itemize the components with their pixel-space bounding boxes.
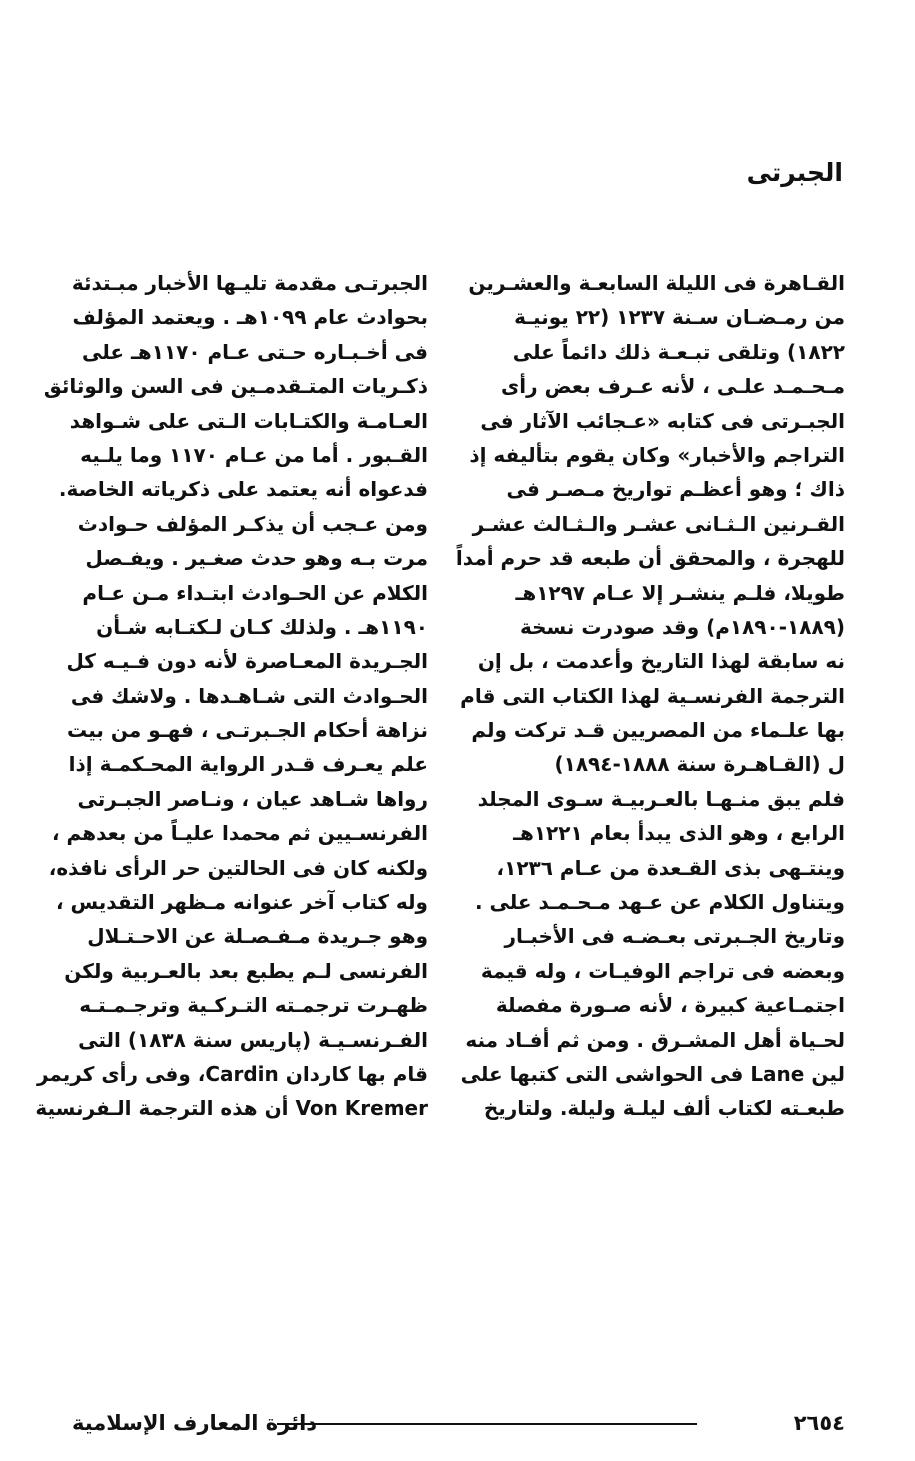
text-column-left — [35, 266, 428, 1126]
text-line: فى أخـبـاره حـتى عـام ١١٧٠هـ على — [82, 339, 428, 364]
text-line: رواها شـاهد عيان ، ونـاصر الجبـرتى — [77, 786, 428, 811]
text-line: الكلام عن الحـوادث ابتـداء مـن عـام — [82, 580, 428, 605]
text-line: ولكنه كان فى الحالتين حر الرأى نافذه، — [48, 855, 428, 880]
text-line: وينتـهى بذى القـعدة من عـام ١٢٣٦، — [496, 855, 845, 880]
page-footer — [72, 1406, 845, 1440]
text-line: بحوادث عام ١٠٩٩هـ . ويعتمد المؤلف — [72, 305, 428, 330]
text-line: فدعواه أنه يعتمد على ذكرياته الخاصة. — [58, 477, 428, 502]
text-line: للهجرة ، والمحقق أن طبعه قد حرم أمداً — [455, 546, 845, 571]
text-line: العـامـة والكتـابات الـتى على شـواهد — [69, 408, 428, 433]
text-line: ويتناول الكلام عن عـهد مـحـمـد على . — [474, 890, 845, 915]
text-line: وله كتاب آخر عنوانه مـظهر التقديس ، — [55, 890, 428, 915]
publication-title: دائرة المعارف الإسلامية — [72, 1411, 318, 1435]
text-line: الفرنسى لـم يطبع بعد بالعـربية ولكن — [64, 958, 428, 983]
text-line: الرابع ، وهو الذى يبدأ بعام ١٢٢١هـ — [513, 821, 845, 846]
text-line: طويلا، فلـم ينشـر إلا عـام ١٢٩٧هـ — [515, 580, 845, 605]
text-line: اجتمـاعية كبيرة ، لأنه صـورة مفصلة — [495, 993, 845, 1018]
text-line: مـحـمـد علـى ، لأنه عـرف بعض رأى — [500, 374, 845, 399]
text-line: (١٨٨٩-١٨٩٠م) وقد صودرت نسخة — [519, 614, 845, 639]
text-line: ظهـرت ترجمـته التـركـية وترجـمـتـه — [79, 993, 428, 1018]
text-line: طبعـته لكتاب ألف ليلـة وليلة. ولتاريخ — [483, 1096, 845, 1121]
text-line: بها علـماء من المصريين قـد تركت ولم — [471, 718, 845, 743]
text-line: لين Lane فى الحواشى التى كتبها على — [460, 1061, 845, 1086]
text-line: وهو جـريدة مـفـصـلة عن الاحـتـلال — [87, 924, 428, 949]
text-line: الجبـرتى فى كتابه «عـجائب الآثار فى — [480, 408, 845, 433]
text-line: وبعضه فى تراجم الوفيـات ، وله قيمة — [480, 958, 845, 983]
text-line: ١١٩٠هـ . ولذلك كـان لـكتـابه شـأن — [96, 614, 428, 639]
text-line: مرت بـه وهو حدث صغـير . ويفـصل — [85, 546, 428, 571]
text-line: القـاهرة فى الليلة السابعـة والعشـرين — [468, 271, 845, 295]
text-line: وتاريخ الجـبرتى بعـضـه فى الأخبـار — [504, 924, 845, 949]
text-line: القـرنين الـثـانى عشـر والـثـالث عشـر — [472, 511, 845, 536]
text-line: من رمـضـان سـنة ١٢٣٧ (٢٢ يونيـة — [514, 305, 845, 330]
running-head: الجبرتى — [746, 158, 843, 187]
text-line: الجبرتـى مقدمة تليـها الأخبار مبـتدئة — [71, 271, 428, 295]
text-line: الترجمة الفرنسـية لهذا الكتاب التى قام — [460, 683, 845, 708]
text-line: لحـياة أهل المشـرق . ومن ثم أفـاد منه — [465, 1027, 845, 1052]
text-line: فلم يبق منـهـا بالعـربيـة سـوى المجلد — [477, 786, 845, 811]
text-line: ذكـريات المتـقدمـين فى السن والوثائق — [43, 374, 428, 399]
text-column-right — [455, 266, 845, 1126]
footer-divider — [277, 1423, 697, 1425]
text-line: ١٨٢٢) وتلقى تبـعـة ذلك دائماً على — [512, 339, 845, 364]
text-line: الحـوادث التى شـاهـدها . ولاشك فى — [70, 683, 428, 708]
text-line: الجـريدة المعـاصرة لأنه دون فـيـه كل — [66, 649, 428, 674]
text-line: نزاهة أحكام الجـبرتـى ، فهـو من بيت — [67, 718, 428, 743]
text-line: التراجم والأخبار» وكان يقوم بتأليفه إذ — [469, 442, 845, 467]
text-line: الفـرنسـيـة (پاريس سنة ١٨٣٨) التى — [78, 1027, 428, 1052]
text-line: القـبور . أما من عـام ١١٧٠ وما يلـيه — [80, 442, 428, 467]
text-line: قام بها كاردان Cardin، وفى رأى كريمر — [36, 1061, 428, 1086]
text-line: نه سابقة لهذا التاريخ وأعدمت ، بل إن — [477, 649, 845, 674]
text-line: علم يعـرف قـدر الرواية المحـكمـة إذا — [68, 752, 428, 777]
text-line: ل (القـاهـرة سنة ١٨٨٨-١٨٩٤) — [554, 752, 845, 777]
text-line: Von Kremer أن هذه الترجمة الـفرنسية — [35, 1096, 428, 1121]
text-line: ذاك ؛ وهو أعظـم تواريخ مـصـر فى — [506, 477, 845, 502]
page-number: ٢٦٥٤ — [793, 1411, 845, 1435]
text-line: الفرنسـيين ثم محمدا عليـاً من بعدهم ، — [51, 821, 428, 846]
text-line: ومن عـجب أن يذكـر المؤلف حـوادث — [77, 511, 428, 536]
